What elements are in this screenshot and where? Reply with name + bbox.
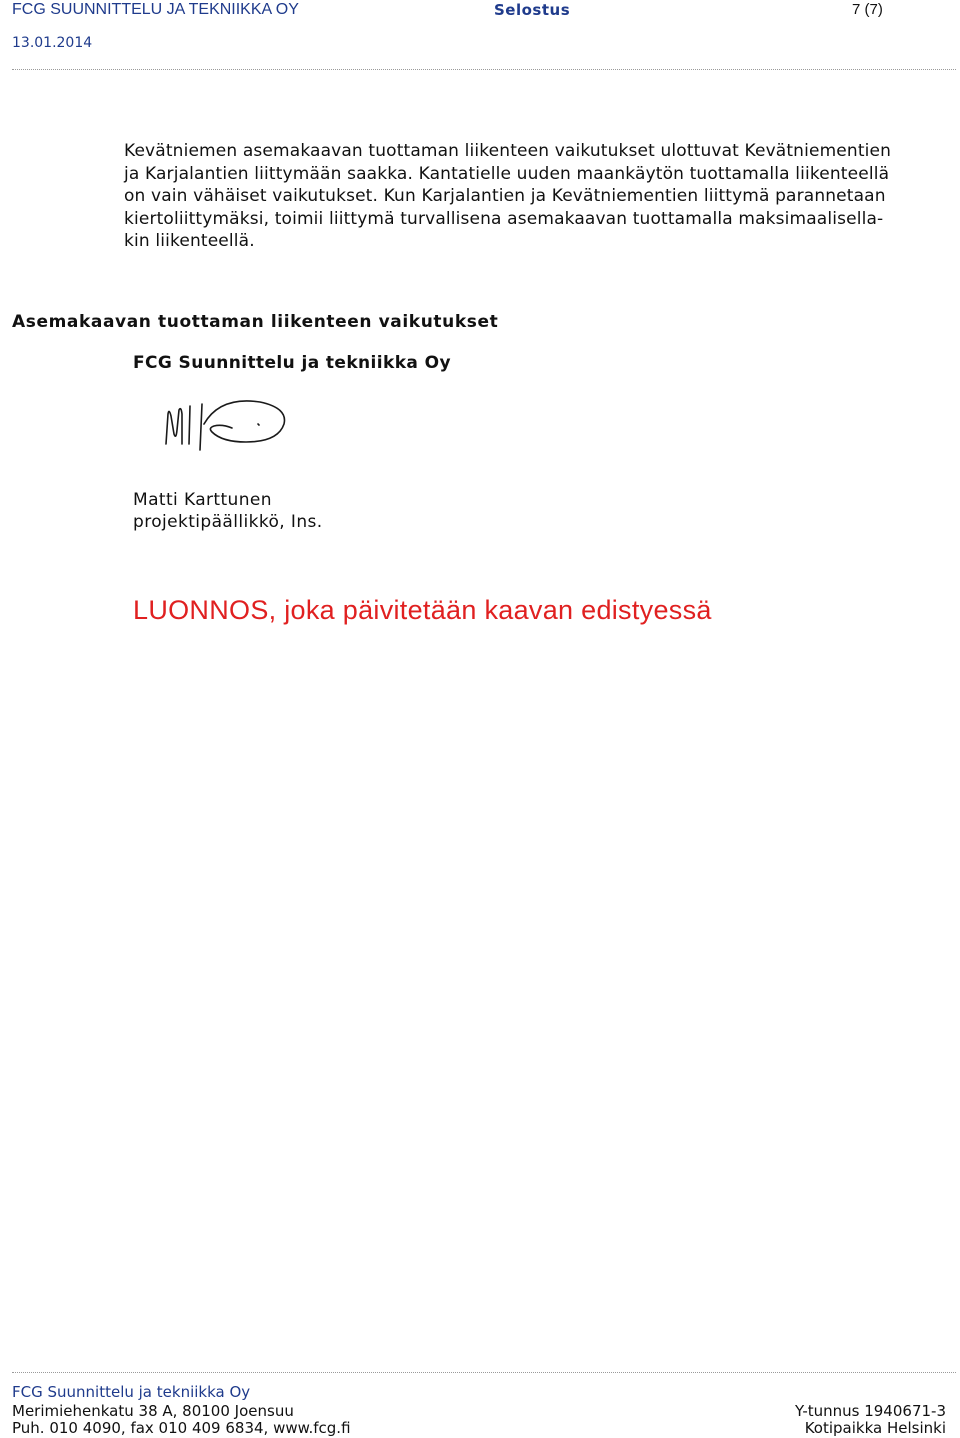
footer-address: Merimiehenkatu 38 A, 80100 Joensuu: [12, 1402, 294, 1420]
header-company: FCG SUUNNITTELU JA TEKNIIKKA OY: [12, 1, 299, 18]
signer-title: projektipäällikkö, Ins.: [133, 512, 323, 532]
footer-domicile: Kotipaikka Helsinki: [804, 1419, 946, 1437]
paragraph-line: ja Karjalantien liittymään saakka. Kantatielle uuden maankäytön tuottamalla liikenteellä: [124, 163, 890, 184]
footer-divider: [12, 1372, 956, 1373]
paragraph-line: on vain vähäiset vaikutukset. Kun Karjalantien ja Kevätniementien liittymä parannetaan: [124, 186, 886, 206]
paragraph-line: Kevätniemen asemakaavan tuottaman liikenteen vaikutukset ulottuvat Kevätniementien: [124, 141, 892, 161]
section-heading: Asemakaavan tuottaman liikenteen vaikutukset: [12, 312, 499, 332]
paragraph-line: kiertoliittymäksi, toimii liittymä turvallisena asemakaavan tuottamalla maksimaalisella-: [124, 208, 884, 229]
footer-company: FCG Suunnittelu ja tekniikka Oy: [12, 1383, 251, 1401]
header-date: 13.01.2014: [12, 35, 93, 51]
footer-phone: Puh. 010 4090, fax 010 409 6834, www.fcg.fi: [12, 1419, 351, 1437]
draft-note: LUONNOS, joka päivitetään kaavan edistyessä: [133, 595, 712, 625]
header-doc-title: Selostus: [494, 1, 571, 19]
company-name: FCG Suunnittelu ja tekniikka Oy: [133, 353, 451, 373]
signature-image: [160, 394, 290, 456]
header-divider: [12, 69, 956, 70]
signer-name: Matti Karttunen: [133, 490, 272, 510]
header-page-number: 7 (7): [852, 1, 883, 18]
body-paragraph: [124, 140, 954, 253]
footer-business-id: Y-tunnus 1940671-3: [794, 1402, 946, 1420]
paragraph-line: kin liikenteellä.: [124, 231, 255, 251]
